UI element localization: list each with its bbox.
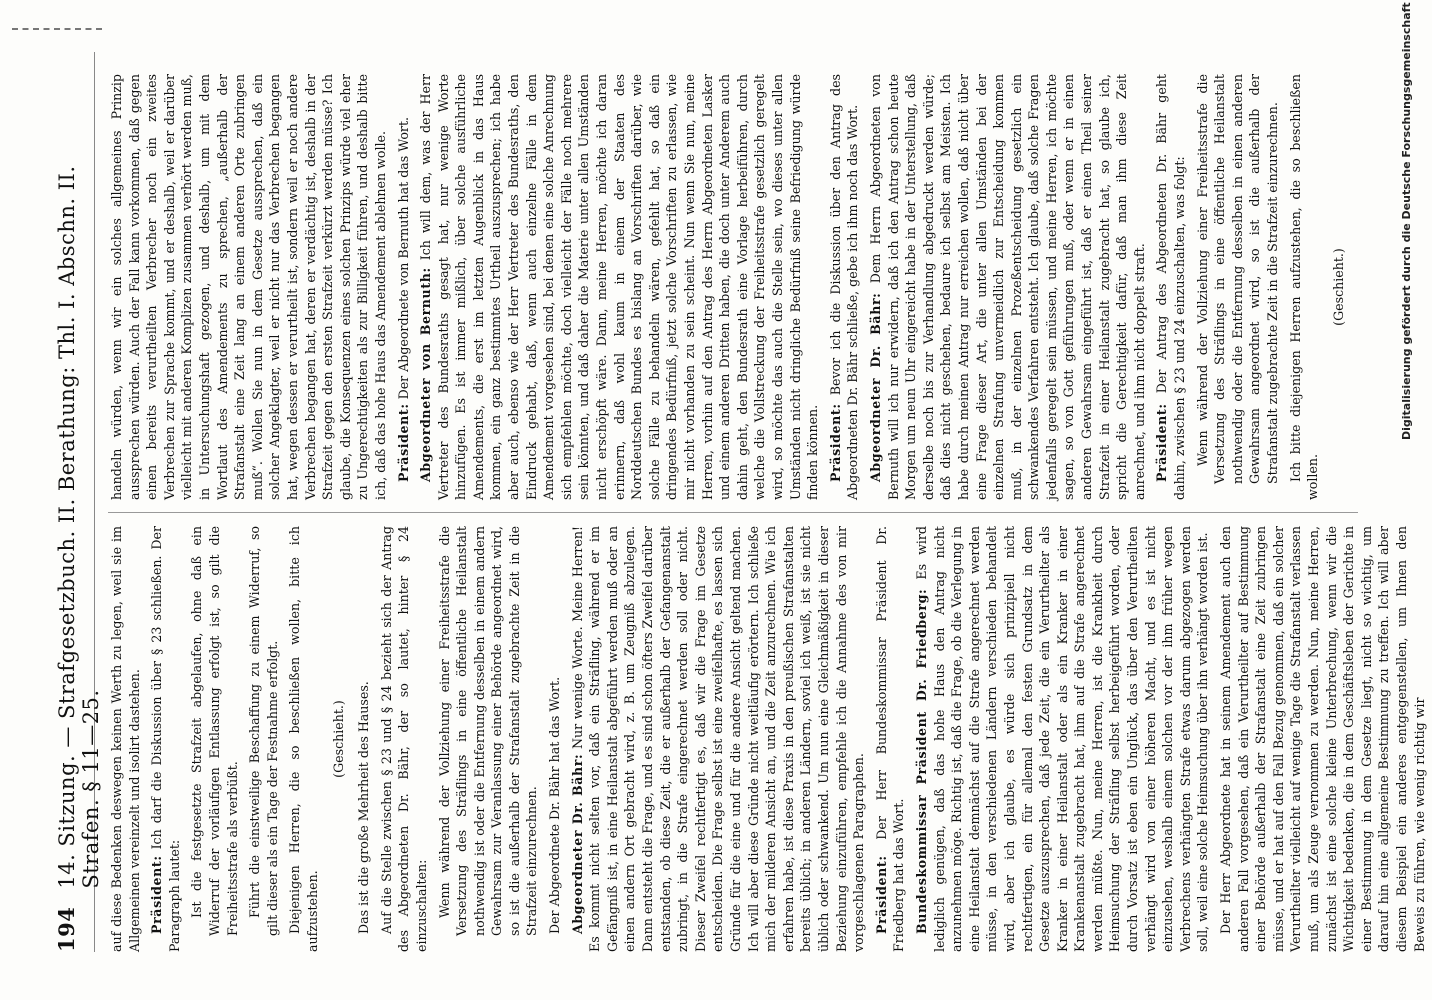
quoted-motion-text: Wenn während der Vollziehung einer Freiheitsstrafe die Versetzung des Sträflings in eine öffentliche Heilanstalt nothwendig ist oder die Entfernung desselben in einem andern Gewahrsam zur Veranlassung einer Behörde angeordnet wird, so ist die außerhalb der Strafanstalt zugebrachte Zeit in die Strafzeit einzurechnen. xyxy=(436,526,540,936)
speech-paragraph xyxy=(417,74,822,500)
speech-paragraph xyxy=(148,526,183,952)
running-head: 14. Sitzung. — Strafgesetzbuch. II. Berathung: Thl. I. Abschn. II. Strafen. § 11—25. xyxy=(55,165,103,889)
speech-text: Ich will dem, was der Herr Vertreter des Bundesraths gesagt hat, nur wenige Worte hinzufügen. Es ist immer mißlich, über solche ausführliche Amendements, die erst im letzten Augenblick in das Haus kommen, ein ganz bestimmtes Urtheil auszusprechen; ich habe aber auch, ebenso wie der Herr Vertreter des Bundesraths, den Eindruck gehabt, daß, wenn auch einzelne Fälle in dem Amendement vorgesehen sind, bei denen eine solche Anrechnung sich empfehlen möchte, doch vielleicht der Fälle noch mehrere sein könnten, und daß daher die Materie unter allen Umständen nicht erschöpft wäre. Dann, meine Herren, möchte ich daran erinnern, daß wohl kaum in einem der Staaten des Norddeutschen Bundes es bislang an Vorschriften darüber, wie solche Fälle zu behandeln wären, gefehlt hat, so daß ein dringendes Bedürfniß, jetzt solche Vorschriften zu erlassen, wie mir nicht vorhanden zu sein scheint. Nun wenn Sie nun, meine Herren, vorhin auf den Antrag des Herrn Abgeordneten Lasker und einem anderen Dritten haben, die doch unter Anderem auch dahin geht, den Bundesrath eine Vorlage herbeiführen, durch welche die Vollstreckung der Freiheitsstrafe gesetzlich geregelt wird, so möchte das auch die Stelle sein, wo dieses unter allen Umständen nicht dringliche Bedürfniß seine Befriedigung würde finden können. xyxy=(418,74,821,500)
speaker-name: Abgeordneter Dr. Bähr: xyxy=(569,753,585,934)
speaker-name: Präsident: xyxy=(395,403,411,482)
speaker-name: Bundeskommissar Präsident Dr. Friedberg: xyxy=(913,588,929,934)
speech-text: Der Abgeordnete von Bernuth hat das Wort. xyxy=(395,116,411,400)
quoted-motion-text: Wenn während der Vollziehung einer Freiheitsstrafe die Versetzung des Sträflings in eine öffentliche Heilanstalt nothwendig oder die Entfernung desselben in einen anderen Gewahrsam angeordnet wird, so ist die außerhalb der Strafanstalt zugebrachte Zeit in die Strafzeit einzurechnen. xyxy=(1194,74,1280,484)
speech-text: Nur wenige Worte. Meine Herren! Es kommt nicht selten vor, daß ein Sträfling, während er im Gefängniß ist, in eine Heilanstalt abgeführt werden muß oder an einen andern Ort gebracht wird, z. B. um Zeugniß abzulegen. Dann entsteht die Frage, und es sind schon öfters Zweifel darüber entstanden, ob diese Zeit, die er außerhalb der Gefangenanstalt zubringt, in die Strafe eingerechnet werden soll oder nicht. Dieser Zweifel rechtfertigt es, daß wir die Frage im Gesetze entscheiden. Die Frage selbst ist eine zweifelhafte, es lassen sich Gründe für die eine und für die andere Ansicht geltend machen. Ich will aber diese Gründe nicht weitläufig erörtern. Ich schließe mich der milderen Ansicht an, und die Zeit anzurechnen. Wie ich erfahren habe, ist diese Praxis in den preußischen Strafanstalten bereits üblich; in anderen Ländern, soviel ich weiß, ist sie nicht üblich oder schwankend. Um nun eine Gleichmäßigkeit in dieser Beziehung einzuführen, empfehle ich die Annahme des von mir vorgeschlagenen Paragraphen. xyxy=(569,526,867,952)
speech-paragraph xyxy=(827,74,862,500)
body-paragraph: Auf die Stelle zwischen § 23 und § 24 bezieht sich der Antrag des Abgeordneten Dr. Bähr, der so lautet, hinter § 24 einzuschalten: xyxy=(378,526,429,952)
speaker-name: Präsident: xyxy=(873,855,889,934)
speech-paragraph xyxy=(569,526,868,952)
quoted-motion-text: Führt die einstweilige Beschaffung zu einem Widerruf, so gilt dieser als ein Tage der Festnahme erfolgt. xyxy=(247,526,280,936)
speaker-name: Abgeordneter Dr. Bähr: xyxy=(867,292,883,482)
credit-text: Digitalisierung gefördert durch die Deutsche Forschungsgemeinschaft xyxy=(1400,2,1413,440)
speaker-name: Präsident: xyxy=(827,403,843,482)
quoted-motion-text: Ist die festgesetzte Strafzeit abgelaufen, ohne daß ein Widerruf der vorläufigen Entlassung erfolgt ist, so gilt die Freiheitsstrafe als verbüßt. xyxy=(189,526,240,936)
speech-text: Es wird lediglich genügen, daß das hohe Haus den Antrag nicht anzunehmen möge. Richtig ist, daß die Frage, ob die Verlegung in eine Heilanstalt demnächst auf die Strafe angerechnet werden müsse, in den verschiedenen Ländern verschieden behandelt wird, aber ich glaube, es würde sich prinzipiell nicht rechtfertigen, ein für allemal den festen Grundsatz in dem Gesetze auszusprechen, daß jede Zeit, die ein Verurtheilter als Kranker in einer Heilanstalt oder als ein Kranker in einer Krankenanstalt zugebracht hat, ihm auf die Strafe angerechnet werden müßte. Nun, meine Herren, ist die Krankheit durch Heimsuchung der Sträfling selbst herbeigeführt worden, oder durch Vorsatz ist eben ein Unglück, das über den Verurtheilten verhängt wird von einer höheren Macht, und es ist nicht einzusehen, weshalb einem solchen vor der ihm früher wegen Verbrechens verhängten Strafe etwas darum abgezogen werden soll, weil eine solche Heimsuchung über ihn verhängt worden ist. xyxy=(913,526,1211,952)
speaker-name: Abgeordneter von Bernuth: xyxy=(418,267,434,482)
speech-text: Der Antrag des Abgeordneten Dr. Bähr geht dahin, zwischen § 23 und 24 einzuschalten, was folgt: xyxy=(1154,74,1188,500)
page-header xyxy=(54,52,103,952)
body-paragraph: Das ist die große Mehrheit des Hauses. xyxy=(356,681,372,934)
body-paragraph: Der Abgeordnete Dr. Bähr hat das Wort. xyxy=(547,676,563,934)
speech-text: Ich darf die Diskussion über § 23 schließen. Der Paragraph lautet: xyxy=(149,526,182,952)
left-text-column xyxy=(108,526,1427,952)
stage-direction: (Geschieht.) xyxy=(330,700,346,778)
body-paragraph: Diejenigen Herren, die so beschließen wollen, bitte ich aufzustehen. xyxy=(287,526,320,952)
speech-text: Dem Herrn Abgeordneten von Bernuth will ich nur erwidern, daß ich den Antrag schon heute Morgen um neun Uhr eingereicht habe in der Unterstellung, daß derselbe noch bis zur Verhandlung abgedruckt werden würde; daß dies nicht geschehen, bedaure ich selbst am Meisten. Ich habe durch meinen Antrag nur erreichen wollen, daß nicht über eine Frage dieser Art, die unter allen Umständen bei der einzelnen Strafung unvermeidlich zur Entscheidung kommen muß, in der einzelnen Prozeßentscheidung gesetzlich ein schwankendes Verfahren entsteht. Ich glaube, daß solche Fragen jedenfalls geregelt sein müssen, und meine Herren, ich möchte sagen, so von Gott geführungen muß, oder wenn er in einen anderen Gewahrsam eingeführt ist, daß er einen Theil seiner Strafzeit in einer Heilanstalt zugebracht hat, so glaube ich, spricht die Gerechtigkeit dafür, daß man ihm diese Zeit anrechnet, und ihm nicht doppelt straft. xyxy=(867,74,1147,500)
speaker-name: Präsident: xyxy=(149,855,165,934)
digitization-credit xyxy=(1400,0,1424,440)
speech-paragraph xyxy=(395,74,413,500)
speaker-name: Präsident: xyxy=(1154,403,1170,482)
body-paragraph: Der Herr Abgeordnete hat in seinem Amendement auch den anderen Fall vorgesehen, daß ein Verurtheilter auf Bestimmung einer Behörde außerhalb der Strafanstalt eine Zeit zubringen müsse, und er hat auf den Fall Bezug genommen, daß ein solcher Verurtheilter vielleicht auf wenige Tage die Strafanstalt verlassen muß, um als Zeuge vernommen zu werden. Nun, meine Herren, zunächst ist eine solche kleine Unterbrechung, wenn wir die Wichtigkeit bedenken, die in dem Geschäftsleben der Gerichte in einer Bestimmung in dem Gesetze liegt, nicht so wichtig, um darauf hin eine allgemeine Bestimmung zu treffen. Ich will aber diesem Beispiel ein anderes entgegenstellen, um Ihnen den Beweis zu führen, wie wenig richtig wir xyxy=(1218,526,1427,952)
speech-text: Der Herr Bundeskommissar Präsident Dr. Friedberg hat das Wort. xyxy=(873,526,907,952)
right-text-column xyxy=(108,74,1358,500)
body-paragraph: Ich bitte diejenigen Herren aufzustehen, die so beschließen wollen. xyxy=(1287,74,1321,500)
scan-edge-marks xyxy=(12,8,102,30)
speech-text: Bevor ich die Diskussion über den Antrag des Abgeordneten Dr. Bähr schließe, gebe ich ihm noch das Wort. xyxy=(827,74,861,500)
stage-direction: (Geschieht.) xyxy=(1330,248,1346,326)
body-paragraph: auf diese Bedenken deswegen keinen Werth zu legen, weil sie im Allgemeinen vereinzelt und isolirt dastehen. xyxy=(109,526,142,952)
speech-paragraph xyxy=(867,74,1149,500)
speech-paragraph xyxy=(1153,74,1188,500)
body-paragraph: handeln würden, wenn wir ein solches allgemeines Prinzip aussprechen würden. Auch der Fall kann vorkommen, daß gegen einen bereits verurtheilten Verbrecher noch ein zweites Verbrechen zur Sprache kommt, und er deshalb, weil er darüber vielleicht mit anderen Komplizen zusammen verhört werden muß, in Untersuchungshaft gezogen, und deshalb, um mit dem Wortlaut des Amendements zu sprechen, „außerhalb der Strafanstalt eine Zeit lang an einem anderen Orte zubringen muß“. Wollen Sie nun in dem Gesetze aussprechen, daß ein solcher Angeklagter, weil er nicht nur das Verbrechen begangen hat, wegen dessen er verurtheilt ist, sondern weil er noch andere Verbrechen begangen hat, deren er verdächtig ist, deshalb in der Strafzeit gegen den ersten Strafzeit verkürzt werden müsse? Ich glaube, die Konsequenzen eines solchen Prinzips würde viel eher zu Ungerechtigkeiten als zur Billigkeit führen, und deshalb bitte ich, daß das hohe Haus das Amendement ablehnen wolle. xyxy=(109,74,388,500)
page-number: 194 xyxy=(54,906,79,952)
column-divider xyxy=(108,512,1358,513)
speech-paragraph xyxy=(913,526,1212,952)
speech-paragraph xyxy=(873,526,908,952)
